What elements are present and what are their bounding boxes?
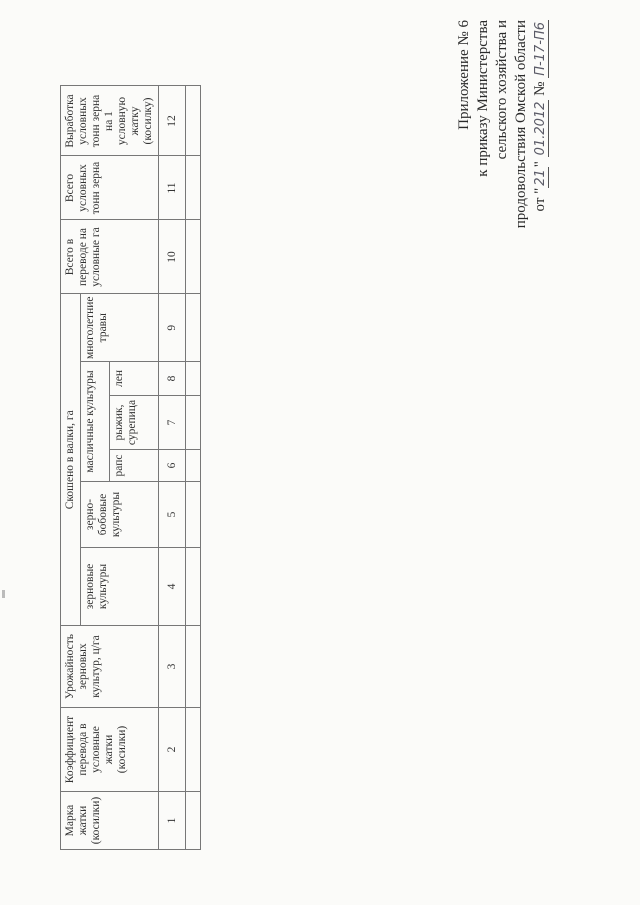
- col-header-yield: Урожайность зерновых культур, ц/га: [61, 626, 159, 708]
- column-number: 3: [159, 626, 186, 708]
- column-number: 4: [159, 548, 186, 626]
- order-reference: к приказу Министерства: [475, 20, 491, 177]
- column-number: 10: [159, 220, 186, 294]
- empty-cell: [186, 294, 201, 362]
- col-header-camelina: рыжик, сурепица: [110, 396, 159, 450]
- header-row-1: [61, 86, 81, 850]
- col-header-oilseeds: масличные культуры: [81, 362, 110, 482]
- col-header-rapeseed: рапс: [110, 450, 159, 482]
- empty-cell: [186, 482, 201, 548]
- date-prefix: от ": [532, 187, 548, 212]
- empty-cell: [186, 548, 201, 626]
- col-header-mark: Марка жатки (косилки): [61, 792, 159, 850]
- appendix-header: [455, 20, 550, 270]
- harvest-report-table: [60, 86, 201, 851]
- empty-cell: [186, 156, 201, 220]
- col-header-total-tons: Всего условных тонн зерна: [61, 156, 159, 220]
- empty-cell: [186, 396, 201, 450]
- ministry-line: сельского хозяйства и: [494, 20, 510, 160]
- empty-cell: [186, 220, 201, 294]
- empty-data-row: [186, 86, 201, 850]
- column-number: 7: [159, 396, 186, 450]
- empty-cell: [186, 708, 201, 792]
- col-header-legume: зерно-бобовые культуры: [81, 482, 159, 548]
- col-header-grain: зерновые культуры: [81, 548, 159, 626]
- empty-cell: [186, 450, 201, 482]
- empty-cell: [186, 362, 201, 396]
- column-number: 12: [159, 86, 186, 156]
- col-header-output: Выработка условных тонн зерна на 1 условную жатку (косилку): [61, 86, 159, 156]
- col-header-grass: многолетние травы: [81, 294, 159, 362]
- column-number: 6: [159, 450, 186, 482]
- handwritten-day: 21: [533, 169, 548, 186]
- column-number: 1: [159, 792, 186, 850]
- col-header-flax: лен: [110, 362, 159, 396]
- col-header-mowed: Скошено в валки, га: [61, 294, 81, 626]
- handwritten-month-year: 01.2012: [533, 101, 548, 156]
- appendix-number: Приложение № 6: [456, 20, 472, 130]
- col-header-total-ha: Всего в переводе на условные га: [61, 220, 159, 294]
- column-number: 2: [159, 708, 186, 792]
- handwritten-order-number: П-17-П6: [533, 22, 548, 76]
- rotated-content: [0, 10, 600, 890]
- column-numbers-row: [159, 86, 186, 850]
- region-line: продовольствия Омской области: [513, 20, 529, 229]
- column-number: 9: [159, 294, 186, 362]
- column-number: 11: [159, 156, 186, 220]
- number-sign: №: [532, 81, 548, 96]
- empty-cell: [186, 86, 201, 156]
- order-date-line: [531, 20, 550, 270]
- column-number: 5: [159, 482, 186, 548]
- date-quote: ": [532, 161, 548, 168]
- col-header-coefficient: Коэффициент перевода в условные жатки (косилки): [61, 708, 159, 792]
- scan-mark: [2, 590, 5, 598]
- empty-cell: [186, 626, 201, 708]
- empty-cell: [186, 792, 201, 850]
- column-number: 8: [159, 362, 186, 396]
